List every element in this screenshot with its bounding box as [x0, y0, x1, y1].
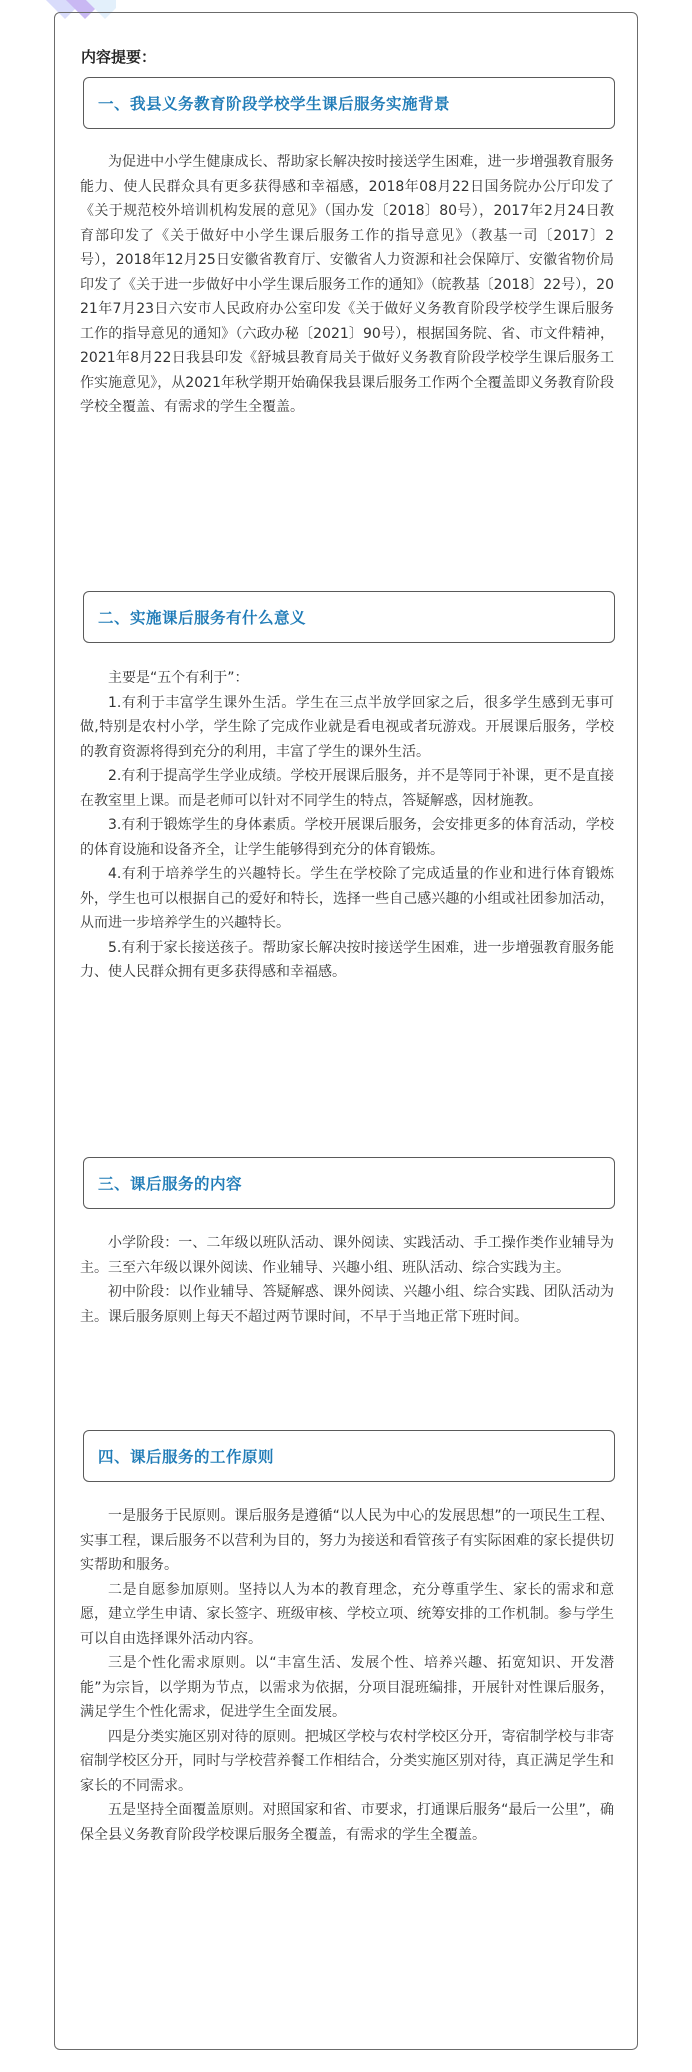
- paragraph: 小学阶段：一、二年级以班队活动、课外阅读、实践活动、手工操作类作业辅导为主。三至六年级以课外阅读、作业辅导、兴趣小组、班队活动、综合实践为主。: [80, 1235, 614, 1276]
- section-body-content: [80, 1231, 614, 1329]
- paragraph: 1.有利于丰富学生课外生活。学生在三点半放学回家之后，很多学生感到无事可做,特别是农村小学，学生除了完成作业就是看电视或者玩游戏。开展课后服务，学校的教育资源将得到充分的利用，丰富了学生的课外生活。: [80, 694, 614, 760]
- paragraph: 主要是“五个有利于”：: [108, 670, 249, 686]
- paragraph: 3.有利于锻炼学生的身体素质。学校开展课后服务，会安排更多的体育活动，学校的体育设施和设备齐全，让学生能够得到充分的体育锻炼。: [80, 817, 614, 858]
- section-body-meaning: [80, 666, 614, 985]
- section-title: 一、我县义务教育阶段学校学生课后服务实施背景: [98, 95, 451, 113]
- section-title: 四、课后服务的工作原则: [98, 1448, 275, 1466]
- paragraph: 五是坚持全面覆盖原则。对照国家和省、市要求，打通课后服务“最后一公里”，确保全县义务教育阶段学校课后服务全覆盖，有需求的学生全覆盖。: [80, 1802, 614, 1843]
- paragraph: 初中阶段：以作业辅导、答疑解惑、课外阅读、兴趣小组、综合实践、团队活动为主。课后服务原则上每天不超过两节课时间，不早于当地正常下班时间。: [80, 1284, 614, 1325]
- section-title: 二、实施课后服务有什么意义: [98, 609, 307, 627]
- section-header-content: [83, 1157, 615, 1209]
- paragraph: 4.有利于培养学生的兴趣特长。学生在学校除了完成适量的作业和进行体育锻炼外，学生也可以根据自己的爱好和特长，选择一些自己感兴趣的小组或社团参加活动，从而进一步培养学生的兴趣特长。: [80, 866, 614, 931]
- paragraph: 2.有利于提高学生学业成绩。学校开展课后服务，并不是等同于补课，更不是直接在教室里上课。而是老师可以针对不同学生的特点，答疑解惑，因材施教。: [80, 768, 614, 809]
- paragraph: 四是分类实施区别对待的原则。把城区学校与农村学校区分开，寄宿制学校与非寄宿制学校区分开，同时与学校营养餐工作相结合，分类实施区别对待，真正满足学生和家长的不同需求。: [80, 1728, 614, 1794]
- section-title: 三、课后服务的内容: [98, 1175, 243, 1193]
- paragraph: 为促进中小学生健康成长、帮助家长解决按时接送学生困难，进一步增强教育服务能力、使人民群众具有更多获得感和幸福感，2018年08月22日国务院办公厅印发了《关于规范校外培训机构发展的意见》（国办发〔2018〕80号），2017年2月24日教育部印发了《关于做好中小学生课后服务工作的指导意见》（教基一司〔2017〕2号），2018年12月25日安徽省教育厅、安徽省人力资源和社会保障厅、安徽省物价局印发了《关于进一步做好中小学生课后服务工作的通知》（皖教基〔2018〕22号），2021年7月23日六安市人民政府办公室印发《关于做好义务教育阶段学校学生课后服务工作的指导意见的通知》（六政办秘〔2021〕90号），根据国务院、省、市文件精神，2021年8月22日我县印发《舒城县教育局关于做好义务教育阶段学校学生课后服务工作实施意见》，从2021年秋学期开始确保我县课后服务工作两个全覆盖即义务教育阶段学校全覆盖、有需求的学生全覆盖。: [80, 154, 614, 415]
- paragraph: 二是自愿参加原则。坚持以人为本的教育理念，充分尊重学生、家长的需求和意愿，建立学生申请、家长签字、班级审核、学校立项、统筹安排的工作机制。参与学生可以自由选择课外活动内容。: [80, 1581, 614, 1647]
- summary-label: 内容提要：: [81, 48, 157, 66]
- section-header-background: [83, 77, 615, 129]
- section-body-principles: [80, 1504, 614, 1847]
- paragraph: 一是服务于民原则。课后服务是遵循“以人民为中心的发展思想”的一项民生工程、实事工程，课后服务不以营利为目的，努力为接送和看管孩子有实际困难的家长提供切实帮助和服务。: [80, 1508, 614, 1573]
- paragraph: 5.有利于家长接送孩子。帮助家长解决按时接送学生困难，进一步增强教育服务能力、使人民群众拥有更多获得感和幸福感。: [80, 939, 614, 980]
- section-body-background: [80, 150, 614, 420]
- section-header-meaning: [83, 591, 615, 643]
- paragraph: 三是个性化需求原则。以“丰富生活、发展个性、培养兴趣、拓宽知识、开发潜能”为宗旨，以学期为节点，以需求为依据，分项目混班编排，开展针对性课后服务，满足学生个性化需求，促进学生全面发展。: [80, 1655, 614, 1720]
- content-card: [54, 12, 638, 2050]
- section-header-principles: [83, 1430, 615, 1482]
